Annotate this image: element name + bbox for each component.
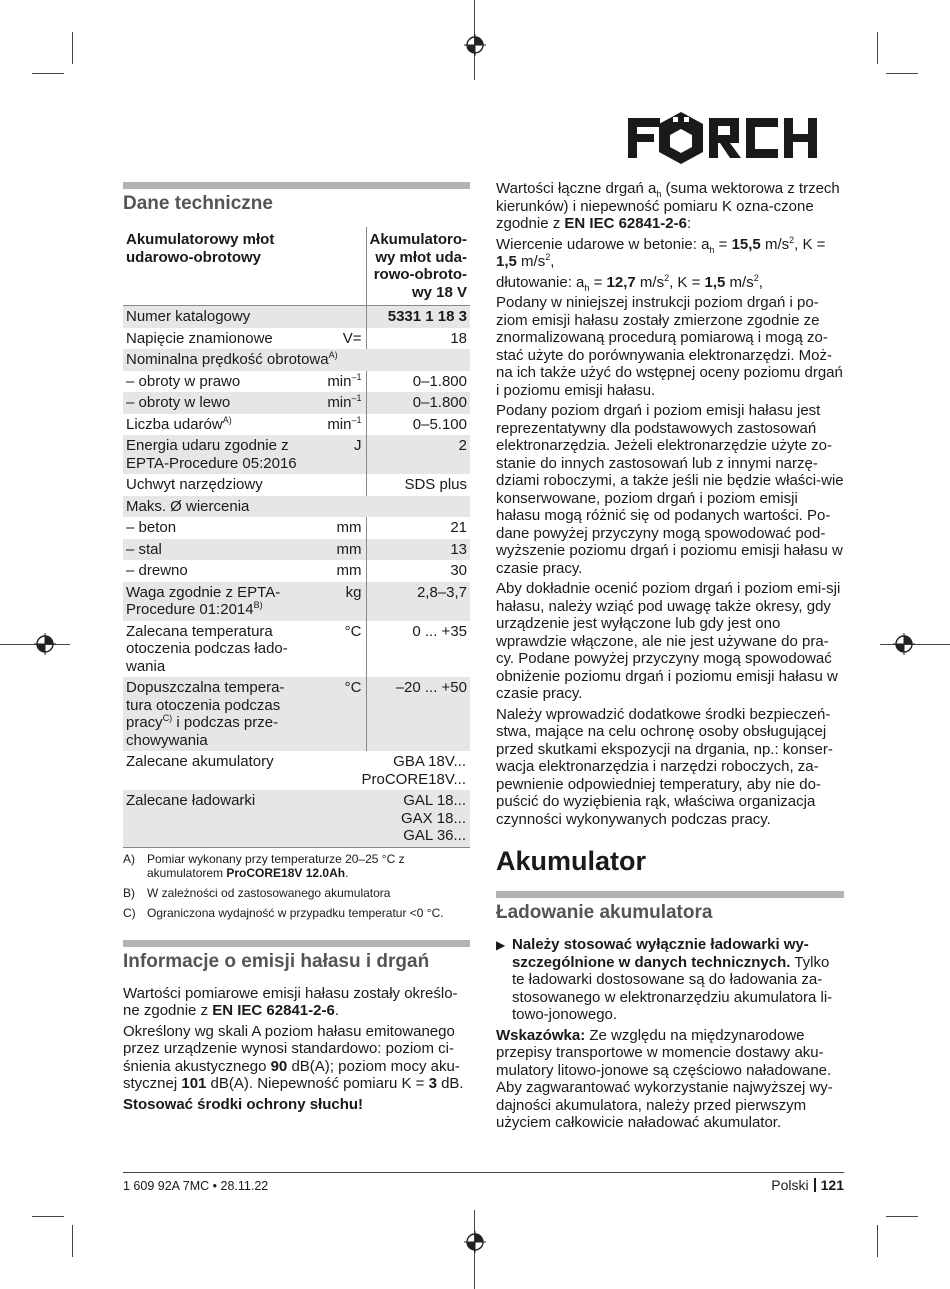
table-row: Dopuszczalna tempera-tura otoczenia podczas pracy$^{C)}$ i podczas prze-chowywania °C –20 ... +50 <box>123 677 470 751</box>
table-row: Maks. Ø wiercenia <box>123 496 470 518</box>
table-row: – beton mm 21 <box>123 517 470 539</box>
crop-mark <box>886 73 918 74</box>
table-row: Zalecana temperatura otoczenia podczas łado-wania °C 0 ... +35 <box>123 621 470 678</box>
left-column <box>123 182 470 1116</box>
section-heading-charging: Ładowanie akumulatora <box>496 891 844 924</box>
footnote-c: C) Ograniczona wydajność w przypadku temperatur <0 °C. <box>123 905 444 920</box>
table-row: Nominalna prędkość obrotowa$^{A)}$ <box>123 349 470 371</box>
paragraph: Wartości pomiarowe emisji hałasu zostały określo-ne zgodnie z EN IEC 62841-2-6. <box>123 984 458 1019</box>
table-row: Uchwyt narzędziowy SDS plus <box>123 474 470 496</box>
hearing-protection-warning: Stosować środki ochrony słuchu! <box>123 1095 364 1113</box>
forch-logo <box>626 110 842 166</box>
table-row: Energia udaru zgodnie z EPTA-Procedure 05:2016 J 2 <box>123 435 470 474</box>
crop-mark <box>72 32 73 64</box>
section-heading-tech: Dane techniczne <box>123 182 470 215</box>
paragraph: Aby dokładnie ocenić poziom drgań i poziom emi-sji hałasu, należy wziąć pod uwagę także okresy, gdy urządzenie jest wyłączone lub gdy jest ono wprawdzie włączone, ale nie jest używane do pra-cy. Podane powyżej przyczyny mogą spowodować obniżenie poziomu drgań i poziomu emisji hałasu w czasie pracy. <box>496 580 841 702</box>
crop-mark <box>877 1225 878 1257</box>
table-row: – drewno mm 30 <box>123 560 470 582</box>
section-heading-battery: Akumulator <box>496 846 647 876</box>
registration-mark-icon <box>893 633 915 655</box>
paragraph: Określony wg skali A poziom hałasu emitowanego przez urządzenie wynosi standardowo: poziom ci-śnienia akustycznego 90 dB(A); poziom mocy aku-stycznej 101 dB(A). Niepewność pomiaru K = 3 dB. <box>123 1022 464 1092</box>
registration-mark-icon <box>464 34 486 56</box>
paragraph: Podany w niniejszej instrukcji poziom drgań i po-ziom emisji hałasu zostały zmierzone zgodnie ze znormalizowaną procedurą pomiarową i mogą zo-stać użyte do porównywania elektronarzędzi. Moż-na ich także użyć do wstępnej oceny poziomu drgań i poziomu emisji hałasu. <box>496 294 843 399</box>
table-row: – obroty w lewo $\min^{-1}$ 0–1.800 <box>123 392 470 414</box>
page-number: 121 <box>820 1177 844 1193</box>
section-heading-noise: Informacje o emisji hałasu i drgań <box>123 940 470 973</box>
footnotes <box>123 852 470 920</box>
crop-mark <box>32 1216 64 1217</box>
table-row: Numer katalogowy 5331 1 18 3 <box>123 306 470 328</box>
triangle-bullet-icon: ▶ <box>496 938 506 952</box>
footer-divider <box>123 1172 844 1173</box>
crop-mark <box>886 1216 918 1217</box>
table-row: Napięcie znamionowe V= 18 <box>123 328 470 350</box>
list-item: ▶ Należy stosować wyłącznie ładowarki wy-szczególnione w danych technicznych. Tylko te ładowarki dostosowane są do ładowania za-stosowanego w elektronarzędziu akumulatora li-towo-jonowego. <box>496 936 833 1023</box>
table-row: – obroty w prawo $\min^{-1}$ 0–1.800 <box>123 371 470 393</box>
table-header-model: Akumulatoro-wy młot uda-rowo-obroto-wy 18 V <box>366 227 470 306</box>
paragraph: Wartości łączne drgań $a_h$ (suma wektorowa z trzech kierunków) i niepewność pomiaru K ozna-czone zgodnie z EN IEC 62841-2-6: <box>496 180 840 232</box>
tech-data-table <box>123 227 470 848</box>
right-column <box>496 180 844 1135</box>
table-row: Liczba udarów$^{A)}$ $\min^{-1}$ 0–5.100 <box>123 414 470 436</box>
paragraph: Należy wprowadzić dodatkowe środki bezpieczeń-stwa, mające na celu ochronę osoby obsługującej przed skutkami ekspozycji na drgania, np.: konser-wacja elektronarzędzia i narzędzi roboczych, za-pewnienie odpowiedniej temperatury, aby nie do-puścić do wyziębienia rąk, właściwa organizacja czynności wykonywanych podczas pracy. <box>496 705 833 828</box>
crop-mark <box>32 73 64 74</box>
table-header-tool: Akumulatorowy młot udarowo-obrotowy <box>123 227 311 306</box>
crop-mark <box>880 644 950 645</box>
paragraph: Podany poziom drgań i poziom emisji hałasu jest reprezentatywny dla podstawowych zastosowań elektronarzędzia. Jeżeli elektronarzędzie użyte zo-stanie do innych zastosowań lub z innymi narzę-dziami roboczymi, a także jeśli nie będzie właści-wie konserwowane, poziom drgań i poziom emisji hałasu mogą różnić się od podanych wartości. Po-dane powyżej przyczyny mogą spowodować pod-wyższenie poziomu drgań i poziomu emisji hałasu w czasie pracy. <box>496 402 844 577</box>
table-row: Zalecane akumulatory GBA 18V... ProCORE18V... <box>126 753 466 788</box>
registration-mark-icon <box>34 633 56 655</box>
footnote-b: B) W zależności od zastosowanego akumulatora <box>123 885 391 900</box>
paragraph: dłutowanie: $a_h = 12,7$ $m/s^2$, K = 1,5 $m/s^2$, <box>496 272 763 293</box>
footer-page-info <box>771 1177 844 1193</box>
paragraph: Wskazówka: Ze względu na międzynarodowe przepisy transportowe w momencie dostawy aku-mulatory litowo-jonowe są częściowo naładowane. Aby zagwarantować wykorzystanie najwyższej wy-dajności akumulatora, należy przed pierwszym użyciem całkowicie naładować akumulator. <box>496 1026 833 1131</box>
registration-mark-icon <box>464 1231 486 1253</box>
footer-doc-id: 1 609 92A 7MC • 28.11.22 <box>123 1179 269 1193</box>
crop-mark <box>72 1225 73 1257</box>
table-row: Zalecane ładowarki GAL 18... GAX 18... GAL 36... <box>123 790 470 847</box>
table-header-row <box>123 227 470 306</box>
footer-language: Polski <box>771 1177 809 1193</box>
crop-mark <box>877 32 878 64</box>
table-row: – stal mm 13 <box>123 539 470 561</box>
footnote-a: A) Pomiar wykonany przy temperaturze 20–25 °C z akumulatorem ProCORE18V 12.0Ah. <box>123 851 405 880</box>
table-row: Waga zgodnie z EPTA-Procedure $01:2014^{B)}$ kg 2,8–3,7 <box>123 582 470 621</box>
paragraph: Wiercenie udarowe w betonie: $a_h = 15,5$ $m/s^2$, K = 1,5 $m/s^2$, <box>496 234 826 270</box>
